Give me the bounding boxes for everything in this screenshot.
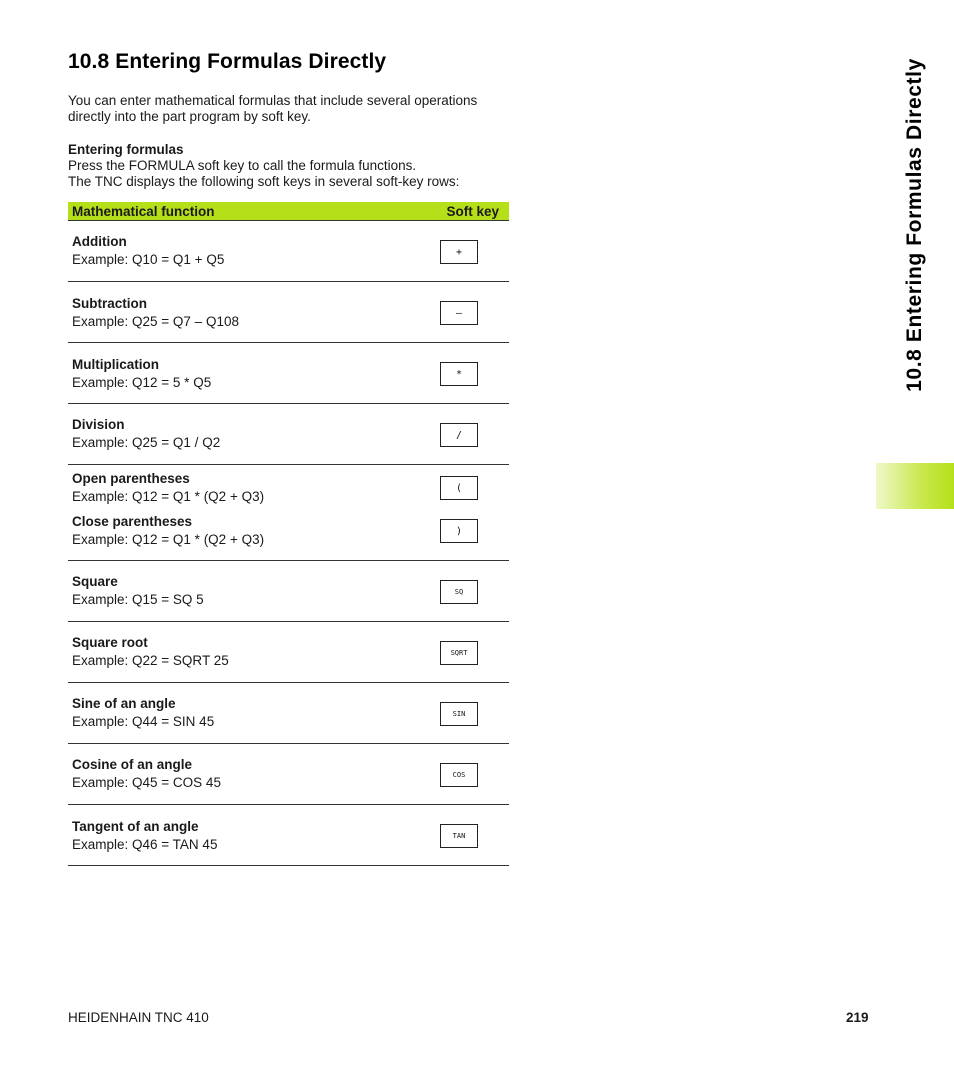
softkey-tan[interactable]: TAN [440,824,478,848]
function-name: Open parentheses [72,471,190,486]
function-example: Example: Q10 = Q1 + Q5 [72,252,225,267]
softkey-divide[interactable]: / [440,423,478,447]
formula-softkey-table [68,202,509,866]
header-function: Mathematical function [72,203,215,219]
function-cell [72,634,229,670]
function-cell [72,416,220,452]
page-title: 10.8 Entering Formulas Directly [68,50,387,73]
intro-paragraph: You can enter mathematical formulas that include several operations directly into the part program by soft key. [68,93,478,124]
table-row [68,805,509,866]
page-number: 219 [846,1010,869,1025]
softkey-multiply[interactable]: * [440,362,478,386]
side-chapter-title-text: 10.8 Entering Formulas Directly [903,58,926,392]
function-name: Square root [72,635,148,650]
table-row [68,282,509,343]
softkey-plus[interactable]: + [440,240,478,264]
entering-formulas-heading: Entering formulas [68,142,184,157]
side-chapter-title [895,55,935,395]
table-row [68,343,509,404]
entering-formulas-section [68,142,508,190]
entering-formulas-line-2: The TNC displays the following soft keys in several soft-key rows: [68,174,460,189]
softkey-open-paren[interactable]: ( [440,476,478,500]
function-example: Example: Q12 = 5 * Q5 [72,375,212,390]
chapter-tab-marker [876,463,954,509]
function-name: Tangent of an angle [72,819,199,834]
function-name: Cosine of an angle [72,757,193,772]
softkey-cos[interactable]: COS [440,763,478,787]
table-row [68,622,509,683]
table-row [68,561,509,622]
function-cell [72,356,211,392]
function-name: Division [72,417,125,432]
table-row [68,465,509,561]
function-name: Sine of an angle [72,696,176,711]
function-name: Addition [72,234,127,249]
table-row [68,683,509,744]
function-cell [72,470,264,506]
softkey-sq[interactable]: SQ [440,580,478,604]
function-example: Example: Q25 = Q1 / Q2 [72,435,221,450]
softkey-sin[interactable]: SIN [440,702,478,726]
table-header [68,202,509,221]
function-example: Example: Q25 = Q7 – Q108 [72,314,239,329]
table-row [68,221,509,282]
function-example: Example: Q45 = COS 45 [72,775,221,790]
function-cell [72,756,221,792]
function-cell [72,513,264,549]
entering-formulas-line-1: Press the FORMULA soft key to call the formula functions. [68,158,417,173]
function-cell [72,818,217,854]
softkey-minus[interactable]: – [440,301,478,325]
softkey-sqrt[interactable]: SQRT [440,641,478,665]
function-cell [72,295,239,331]
function-name: Close parentheses [72,514,193,529]
function-name: Square [72,574,118,589]
function-example: Example: Q12 = Q1 * (Q2 + Q3) [72,489,265,504]
table-row [68,404,509,465]
function-cell [72,233,224,269]
function-name: Multiplication [72,357,159,372]
function-example: Example: Q22 = SQRT 25 [72,653,229,668]
table-row [68,744,509,805]
function-cell [72,573,204,609]
function-example: Example: Q44 = SIN 45 [72,714,215,729]
header-softkey: Soft key [446,203,499,219]
function-example: Example: Q46 = TAN 45 [72,837,218,852]
footer-product: HEIDENHAIN TNC 410 [68,1010,209,1025]
function-example: Example: Q12 = Q1 * (Q2 + Q3) [72,532,265,547]
function-name: Subtraction [72,296,148,311]
function-example: Example: Q15 = SQ 5 [72,592,204,607]
function-cell [72,695,214,731]
softkey-close-paren[interactable]: ) [440,519,478,543]
